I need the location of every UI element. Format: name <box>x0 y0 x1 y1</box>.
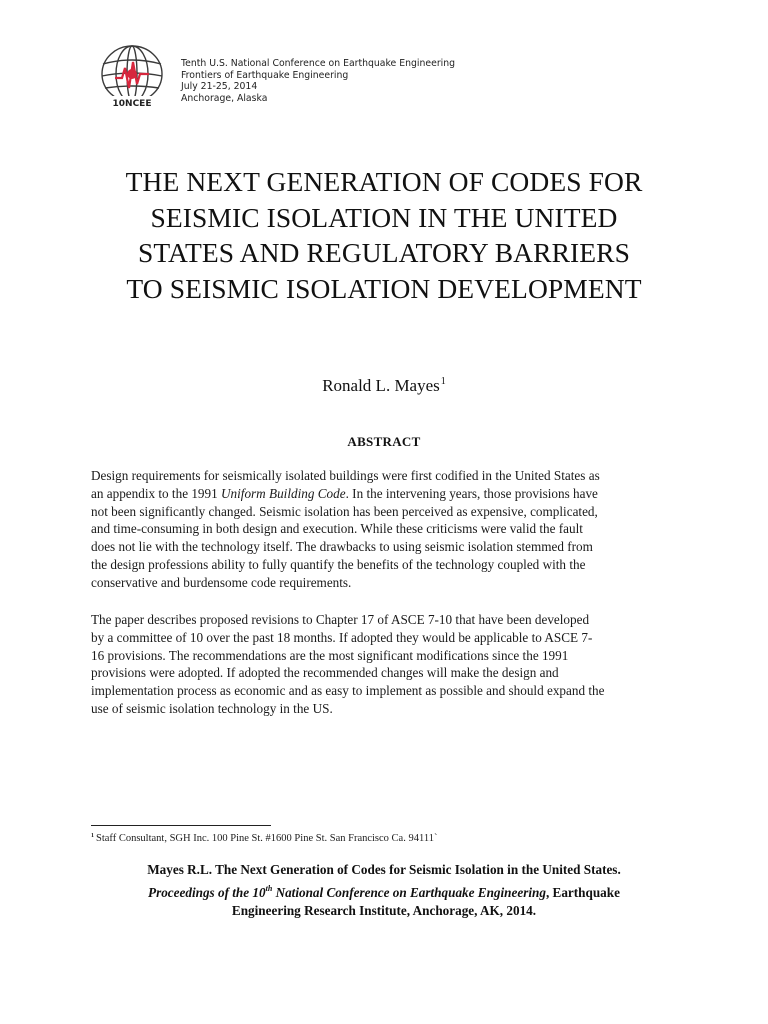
text-span: Proceedings of the 10 <box>148 884 266 900</box>
title-line: THE NEXT GENERATION OF CODES FOR <box>125 166 643 197</box>
text-line: and time-consuming in both design and execution. While these criticisms were valid the fault <box>91 521 583 537</box>
text-line <box>91 485 691 503</box>
paper-title <box>60 164 708 306</box>
abstract-paragraph-1 <box>91 467 691 592</box>
title-line: STATES AND REGULATORY BARRIERS <box>137 237 631 268</box>
text-line: by a committee of 10 over the past 18 months. If adopted they would be applicable to ASCE 7- <box>91 629 593 645</box>
text-line: conservative and burdensome code requirements. <box>91 574 352 590</box>
text-line: Design requirements for seismically isolated buildings were first codified in the United States as <box>91 468 600 483</box>
ordinal-suffix: th <box>265 883 273 893</box>
conference-info <box>181 58 455 104</box>
text-span: National Conference on Earthquake Engineering <box>272 884 546 900</box>
title-line: SEISMIC ISOLATION IN THE UNITED <box>150 201 618 233</box>
text-span: an appendix to the 1991 <box>91 485 222 501</box>
text-span: . In the intervening years, those provisions have <box>345 485 598 501</box>
conference-location: Anchorage, Alaska <box>181 92 268 104</box>
author-name: Ronald L. Mayes <box>322 376 440 395</box>
text-line: use of seismic isolation technology in the US. <box>91 700 333 716</box>
citation-line: Engineering Research Institute, Anchorage, AK, 2014. <box>231 903 537 918</box>
footnote-mark: 1 <box>91 833 94 839</box>
conference-name: Tenth U.S. National Conference on Earthquake Engineering <box>181 58 456 69</box>
text-span: , Earthquake <box>545 884 620 900</box>
abstract-paragraph-2 <box>91 611 691 718</box>
code-name-italic: Uniform Building Code <box>221 485 346 501</box>
conference-dates: July 21-25, 2014 <box>181 81 258 92</box>
10ncee-logo <box>93 44 171 110</box>
logo-label: 10NCEE <box>112 99 152 109</box>
citation <box>0 861 768 921</box>
abstract-heading: ABSTRACT <box>347 434 421 449</box>
text-line: provisions were adopted. If adopted the recommended changes will make the design and <box>91 665 559 681</box>
author-footnote-mark: 1 <box>440 376 446 387</box>
footnote-text: Staff Consultant, SGH Inc. 100 Pine St. #1600 Pine St. San Francisco Ca. 94111` <box>96 833 438 844</box>
author <box>0 376 768 396</box>
text-line: The paper describes proposed revisions to Chapter 17 of ASCE 7-10 that have been developed <box>91 612 590 627</box>
text-line: the design professions ability to fully quantify the benefits of the technology coupled with the <box>91 556 586 572</box>
footnote <box>91 833 437 844</box>
text-line: does not lie with the technology itself. The drawbacks to using seismic isolation stemmed from <box>91 539 593 555</box>
footnote-divider <box>91 825 271 826</box>
text-line: not been significantly changed. Seismic isolation has been perceived as expensive, complicated, <box>91 503 598 519</box>
text-line: 16 provisions. The recommendations are the most significant modifications since the 1991 <box>91 647 569 663</box>
citation-line: Mayes R.L. The Next Generation of Codes for Seismic Isolation in the United States. <box>147 862 621 877</box>
title-line: TO SEISMIC ISOLATION DEVELOPMENT <box>126 272 642 304</box>
text-line: implementation process as economic and as easy to implement as possible and should expand the <box>91 683 605 699</box>
citation-italic <box>148 885 546 900</box>
citation-line <box>0 880 768 903</box>
conference-theme: Frontiers of Earthquake Engineering <box>181 69 349 81</box>
